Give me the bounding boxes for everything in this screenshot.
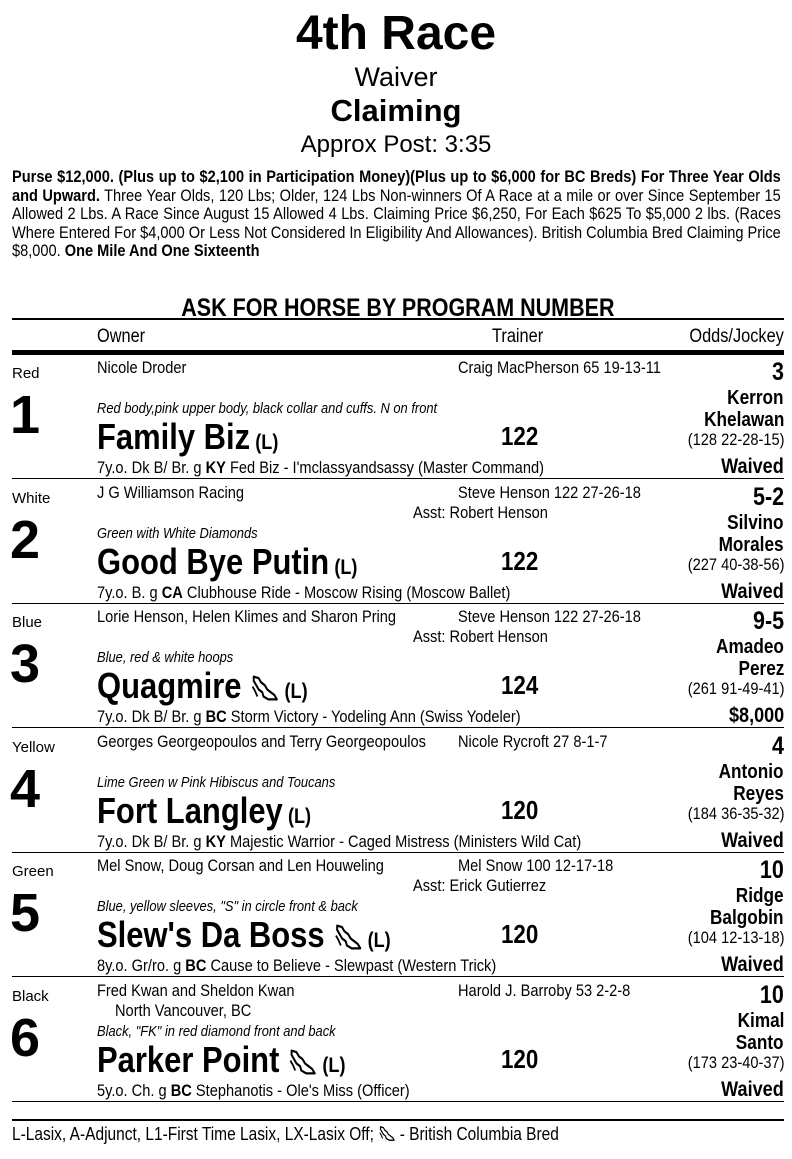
race-conditions [12, 168, 781, 261]
horse-name-text: Fort Langley [97, 789, 283, 831]
race-type: Waiver [354, 62, 438, 92]
assistant-trainer: Asst: Robert Henson [413, 502, 548, 522]
saddlecloth-color: Blue [12, 614, 43, 631]
entry-row [12, 729, 784, 853]
morning-line-odds: 9-5 [752, 607, 784, 635]
purse-text: Purse $12,000. (Plus up to $2,100 in Participation Money)(Plus up to $6,000 for BC Breds) For Three Year Olds and Upward. [12, 167, 781, 205]
jockey-first-name: Silvino [727, 511, 784, 534]
weight: 122 [501, 545, 539, 576]
jockey [728, 1010, 784, 1054]
saddlecloth-color: Black [12, 987, 49, 1005]
silks-description: Lime Green w Pink Hibiscus and Toucans [97, 773, 336, 791]
jockey-stats: (184 36-35-32) [687, 803, 784, 823]
program-number: 4 [10, 758, 41, 819]
jockey [698, 885, 784, 929]
jockey-stats: (227 40-38-56) [687, 554, 784, 574]
medication: (L) [367, 929, 391, 952]
claiming-price: Waived [721, 1077, 784, 1101]
footer-divider [12, 1119, 784, 1121]
trainer: Steve Henson 122 27-26-18 [458, 482, 641, 502]
breeding-state: KY [205, 831, 226, 851]
owner: Lorie Henson, Helen Klimes and Sharon Pring [97, 607, 397, 626]
breeding [97, 458, 544, 478]
horse-name-text: Good Bye Putin [97, 540, 330, 582]
assistant-trainer: Asst: Erick Gutierrez [413, 876, 547, 895]
owner: Georges Georgeopoulos and Terry Georgeopoulos [97, 731, 426, 751]
jockey-stats: (128 22-28-15) [687, 430, 784, 449]
medication: (L) [255, 431, 279, 454]
bc-bred-icon [378, 1125, 395, 1142]
breeding-state: BC [205, 707, 227, 726]
program-number: 5 [10, 883, 41, 943]
breeding-pedigree: Storm Victory - Yodeling Ann (Swiss Yodeler) [226, 707, 521, 726]
weight: 122 [501, 421, 539, 451]
breeding-pedigree: Stephanotis - Ole's Miss (Officer) [191, 1080, 410, 1100]
race-class: Claiming [330, 93, 462, 128]
breeding [97, 707, 521, 727]
horse-name-text: Slew's Da Boss [97, 914, 325, 955]
breeding-age: 7y.o. Dk B/ Br. g [97, 458, 206, 477]
breeding-pedigree: Cause to Believe - Slewpast (Western Trick) [206, 956, 497, 975]
horse-name-text: Parker Point [97, 1038, 280, 1080]
jockey-last-name: Reyes [733, 782, 784, 805]
trainer: Mel Snow 100 12-17-18 [458, 856, 614, 875]
jockey [708, 761, 784, 805]
owner: Fred Kwan and Sheldon Kwan [97, 980, 295, 1000]
legend-text-bc: - British Columbia Bred [395, 1124, 559, 1144]
saddlecloth-color: Yellow [12, 738, 55, 756]
claiming-price: Waived [721, 828, 784, 852]
breeding-state: KY [205, 458, 226, 477]
trainer: Harold J. Barroby 53 2-2-8 [458, 980, 631, 1000]
legend-text: L-Lasix, A-Adjunct, L1-First Time Lasix, LX-Lasix Off; [12, 1124, 379, 1144]
program-number: 1 [10, 385, 41, 445]
morning-line-odds: 10 [760, 856, 784, 884]
jockey-stats: (261 91-49-41) [687, 679, 784, 698]
jockey [705, 636, 784, 680]
medication: (L) [287, 804, 312, 828]
jockey-first-name: Kimal [737, 1009, 784, 1032]
jockey-stats: (104 12-13-18) [687, 928, 784, 947]
owner-location: North Vancouver, BC [115, 1000, 252, 1020]
trainer: Nicole Rycroft 27 8-1-7 [458, 731, 608, 751]
morning-line-odds: 4 [772, 731, 784, 760]
saddlecloth-color: White [12, 489, 51, 507]
column-headers [12, 324, 784, 348]
owner: Nicole Droder [97, 358, 187, 377]
ask-banner-text: ASK FOR HORSE BY PROGRAM NUMBER [181, 294, 615, 322]
ask-banner [12, 290, 784, 320]
jockey-last-name: Morales [718, 533, 784, 556]
weight: 120 [501, 919, 539, 949]
morning-line-odds: 10 [760, 980, 784, 1009]
trainer: Steve Henson 122 27-26-18 [458, 607, 641, 626]
breeding [97, 956, 496, 976]
morning-line-odds: 3 [772, 358, 784, 386]
breeding-age: 7y.o. Dk B/ Br. g [97, 831, 206, 851]
horse-name-text: Quagmire [97, 665, 242, 706]
entry-row [12, 978, 784, 1102]
race-title: 4th Race [295, 7, 497, 60]
weight: 120 [501, 794, 539, 825]
horse-name-text: Family Biz [97, 416, 251, 457]
column-owner: Owner [97, 326, 146, 347]
silks-description: Blue, red & white hoops [97, 649, 234, 666]
jockey-stats: (173 23-40-37) [687, 1052, 784, 1072]
assistant-trainer: Asst: Robert Henson [413, 627, 548, 646]
claiming-price: Waived [721, 579, 784, 603]
breeding-pedigree: Majestic Warrior - Caged Mistress (Ministers Wild Cat) [225, 831, 582, 851]
bc-bred-icon [333, 922, 362, 952]
legend [12, 1124, 648, 1145]
post-time: Approx Post: 3:35 [300, 131, 492, 158]
breeding-state: CA [161, 582, 183, 602]
bc-bred-icon [288, 1047, 317, 1077]
claiming-price: $8,000 [728, 704, 784, 727]
breeding-age: 8y.o. Gr/ro. g [97, 956, 186, 975]
jockey-last-name: Khelawan [703, 409, 784, 431]
breeding-age: 7y.o. B. g [97, 582, 162, 602]
morning-line-odds: 5-2 [752, 482, 784, 511]
entry-row [12, 480, 784, 604]
breeding-pedigree: Fed Biz - I'mclassyandsassy (Master Command) [225, 458, 544, 477]
breeding [97, 832, 581, 852]
jockey-last-name: Santo [736, 1031, 784, 1054]
conditions-body: Three Year Olds, 120 Lbs; Older, 124 Lbs Non-winners Of A Race at a mile or over Since September 15 Allowed 2 Lbs. A Race Since August 15 Allowed 4 Lbs. Claiming Price $6,250, For Each $625 To $5,000 2 lbs. (Races Where Entered For $4,000 Or Less Not Considered In Eligibility And Allowances). British Columbia Bred Claiming Price $8,000. [12, 185, 781, 260]
silks-description: Blue, yellow sleeves, "S" in circle front & back [97, 898, 358, 915]
silks-description: Black, "FK" in red diamond front and back [97, 1022, 336, 1040]
distance-text: One Mile And One Sixteenth [64, 241, 260, 260]
saddlecloth-color: Green [12, 863, 54, 880]
breeding-age: 5y.o. Ch. g [97, 1080, 171, 1100]
breeding-state: BC [185, 956, 207, 975]
race-header [0, 6, 792, 160]
jockey [691, 387, 784, 431]
medication: (L) [334, 555, 358, 579]
program-number: 6 [10, 1007, 41, 1068]
jockey-first-name: Kerron [727, 387, 784, 409]
breeding-pedigree: Clubhouse Ride - Moscow Rising (Moscow Ballet) [182, 582, 511, 602]
jockey-first-name: Ridge [736, 885, 784, 907]
breeding-state: BC [170, 1080, 192, 1100]
breeding [97, 583, 510, 603]
trainer: Craig MacPherson 65 19-13-11 [458, 358, 661, 377]
jockey-last-name: Perez [738, 658, 784, 680]
medication: (L) [284, 680, 308, 703]
owner: Mel Snow, Doug Corsan and Len Houweling [97, 856, 384, 875]
breeding-age: 7y.o. Dk B/ Br. g [97, 707, 206, 726]
claiming-price: Waived [721, 455, 784, 478]
entry-row [12, 604, 784, 728]
claiming-price: Waived [721, 953, 784, 976]
jockey-last-name: Balgobin [710, 907, 784, 929]
silks-description: Green with White Diamonds [97, 524, 258, 542]
column-odds-jockey: Odds/Jockey [689, 326, 784, 347]
jockey-first-name: Amadeo [716, 636, 784, 658]
entry-row [12, 355, 784, 479]
jockey-first-name: Antonio [719, 760, 784, 783]
saddlecloth-color: Red [12, 365, 40, 382]
breeding [97, 1081, 410, 1101]
entry-row [12, 853, 784, 977]
weight: 124 [501, 670, 539, 700]
program-number: 3 [10, 634, 41, 694]
program-number: 2 [10, 509, 41, 570]
bc-bred-icon [250, 673, 279, 703]
silks-description: Red body,pink upper body, black collar and cuffs. N on front [97, 400, 438, 417]
owner: J G Williamson Racing [97, 482, 245, 502]
weight: 120 [501, 1043, 539, 1074]
column-trainer: Trainer [492, 326, 544, 347]
medication: (L) [322, 1053, 346, 1077]
jockey [708, 512, 784, 556]
